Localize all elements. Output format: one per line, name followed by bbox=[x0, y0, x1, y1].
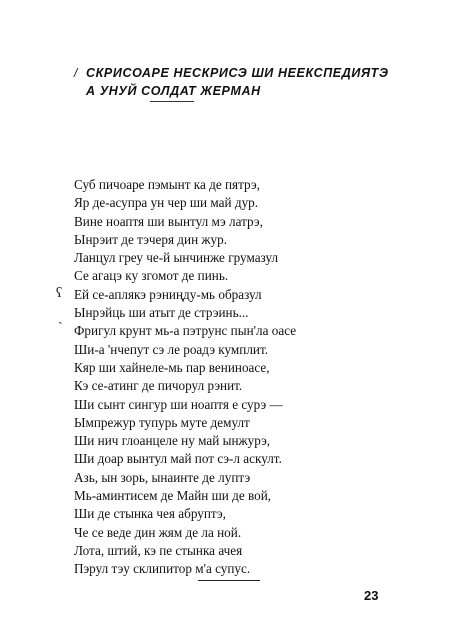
verse-line: Лота, штий, кэ пе стынка ачея bbox=[74, 542, 243, 558]
verse-line: Ланцул греу че-й ынчинже грумазул bbox=[74, 250, 279, 266]
verse-line: Ши сынт сингур ши ноаптя е сурэ — bbox=[74, 396, 283, 412]
title-line-2: А УНУЙ СОЛДАТ ЖЕРМАН bbox=[86, 84, 261, 98]
margin-mark-bracket: ʕ bbox=[56, 286, 63, 301]
title-underline-rule bbox=[150, 101, 194, 102]
verse-line: Яр де-асупра ун чер ши май дур. bbox=[74, 195, 259, 211]
verse-line: Се агацэ ку згомот де пинь. bbox=[74, 268, 229, 284]
verse-line: Ымпрежур тупурь муте демулт bbox=[74, 414, 250, 430]
verse-line: Вине ноаптя ши вынтул мэ латрэ, bbox=[74, 213, 263, 229]
page-number: 23 bbox=[364, 588, 379, 603]
verse-line: Азь, ын зорь, ынаинте де луптэ bbox=[74, 469, 251, 485]
verse-line: Мь-аминтисем де Майн ши де вой, bbox=[74, 488, 272, 504]
margin-mark-title: / bbox=[74, 66, 78, 80]
verse-line: Ынрэит де тэчеря дин жур. bbox=[74, 231, 228, 247]
verse-line: Ши-а 'нчепут сэ ле роадэ кумплит. bbox=[74, 341, 269, 357]
poem-body bbox=[74, 176, 296, 579]
verse-line: Кяр ши хайнеле-мь пар венинoасе, bbox=[74, 359, 270, 375]
margin-mark-tick: ˎ bbox=[58, 310, 63, 325]
verse-line: Пэрул тэу склипитор м'а супус. bbox=[74, 561, 251, 577]
verse-line: Ши доар вынтул май пот сэ-л аскулт. bbox=[74, 451, 282, 467]
verse-line: Ши нич глоанцеле ну май ынжурэ, bbox=[74, 433, 271, 449]
verse-line: Фригул крунт мь-а пэтрунс пын'ла оасе bbox=[74, 323, 297, 339]
verse-line: Че се веде дин жям де ла ной. bbox=[74, 524, 242, 540]
title-line-1: СКРИСОАРЕ НЕСКРИСЭ ШИ НЕЕКСПЕДИЯТЭ bbox=[86, 66, 389, 80]
verse-line: Ши де стынка чея абруптэ, bbox=[74, 506, 226, 522]
verse-line: Ей се-аплякэ рэниңду-мь образул bbox=[74, 286, 262, 302]
poem-title bbox=[86, 64, 389, 100]
verse-line: Кэ се-атинг де пичорул рэнит. bbox=[74, 378, 243, 394]
verse-line: Ынрэйць ши атыт де стрэинь... bbox=[74, 305, 249, 321]
verse-line: Суб пичоаре пэмынт ка де пятрэ, bbox=[74, 177, 260, 192]
bottom-rule bbox=[198, 580, 260, 581]
